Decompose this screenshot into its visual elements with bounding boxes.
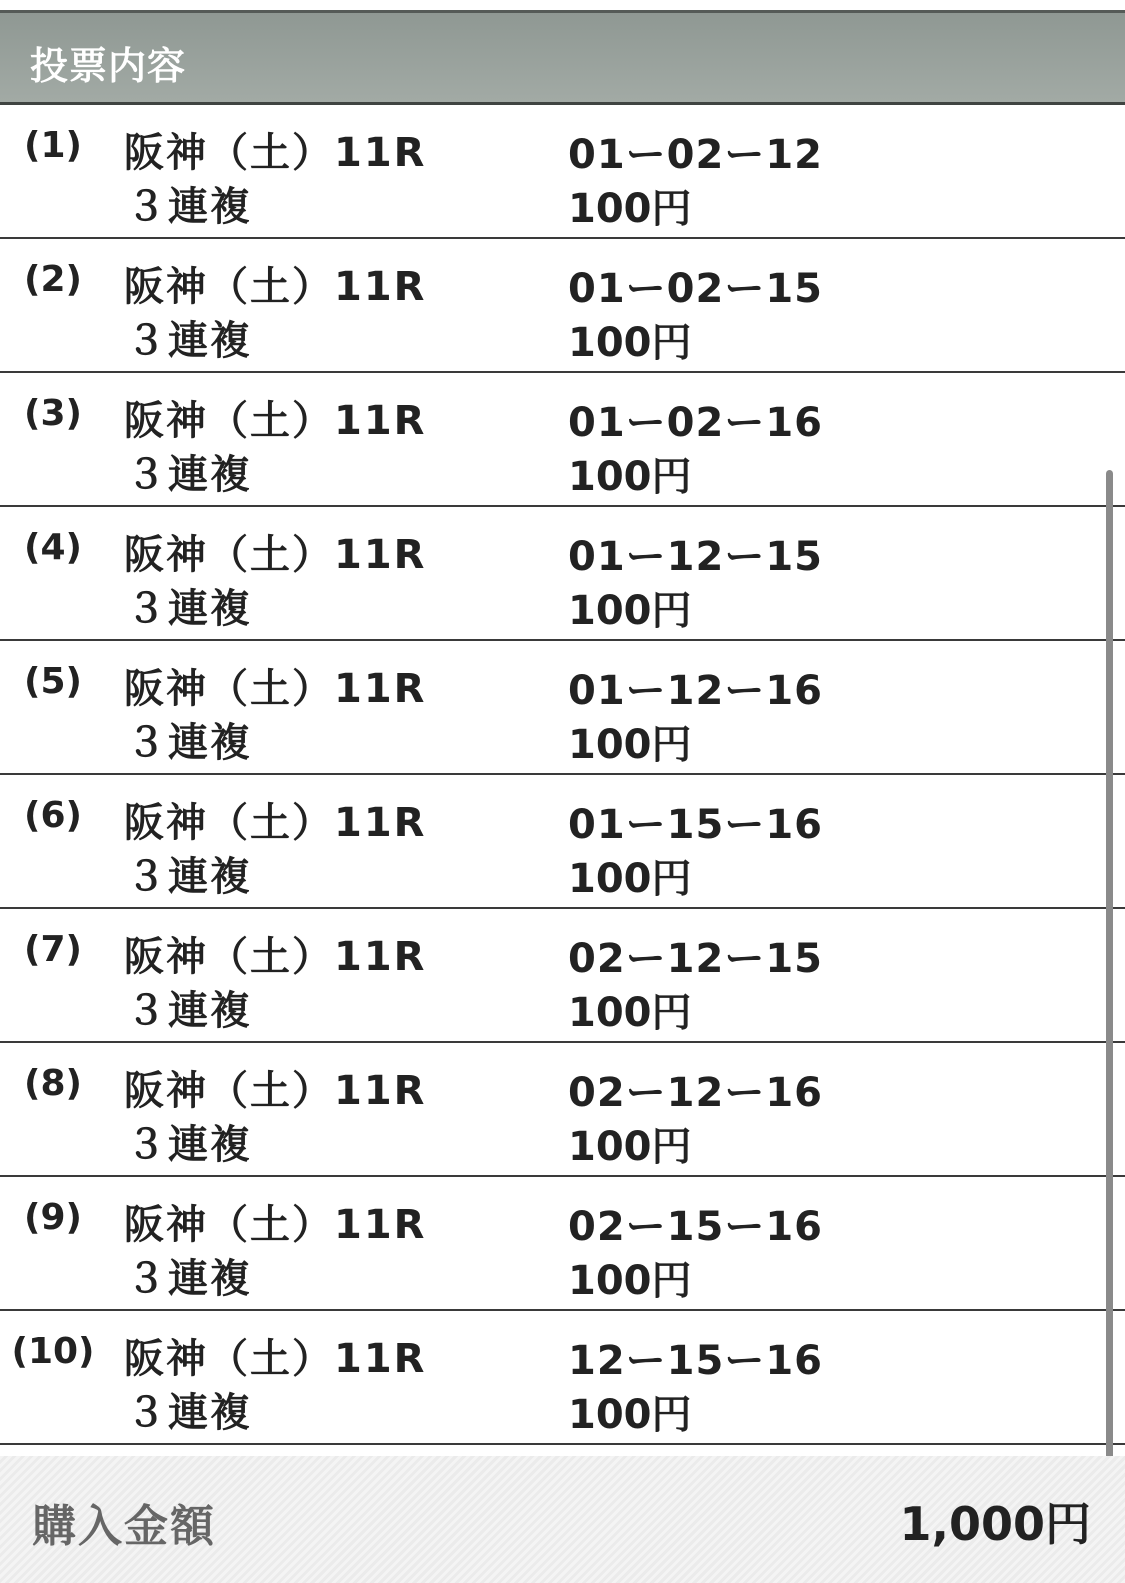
- bet-row: [0, 775, 1125, 909]
- bet-type: ３連複: [126, 586, 252, 632]
- bet-amount: 100円: [568, 588, 692, 634]
- section-header: [0, 13, 1125, 105]
- bet-list: [0, 105, 1125, 1445]
- bet-type: ３連複: [126, 452, 252, 498]
- bet-combination: 01ー12ー16: [568, 668, 823, 714]
- bet-amount: 100円: [568, 454, 692, 500]
- bet-amount: 100円: [568, 320, 692, 366]
- bet-row: [0, 909, 1125, 1043]
- bet-number: (7): [24, 929, 82, 970]
- bet-type: ３連複: [126, 184, 252, 230]
- bet-race: 阪神（土）11R: [124, 800, 427, 846]
- bet-race: 阪神（土）11R: [124, 264, 427, 310]
- bet-amount: 100円: [568, 990, 692, 1036]
- bet-combination: 02ー12ー16: [568, 1070, 823, 1116]
- bet-race: 阪神（土）11R: [124, 130, 427, 176]
- bet-combination: 02ー15ー16: [568, 1204, 823, 1250]
- bet-row: [0, 1311, 1125, 1445]
- bet-number: (5): [24, 661, 82, 702]
- bet-type: ３連複: [126, 720, 252, 766]
- bet-row: [0, 1177, 1125, 1311]
- purchase-total-value: 1,000円: [899, 1497, 1091, 1551]
- bet-number: (6): [24, 795, 82, 836]
- bet-number: (8): [24, 1063, 82, 1104]
- bet-race: 阪神（土）11R: [124, 1068, 427, 1114]
- bet-combination: 01ー12ー15: [568, 534, 823, 580]
- bet-amount: 100円: [568, 186, 692, 232]
- bet-combination: 01ー02ー16: [568, 400, 823, 446]
- bet-row: [0, 373, 1125, 507]
- bet-type: ３連複: [126, 1256, 252, 1302]
- bet-race: 阪神（土）11R: [124, 666, 427, 712]
- bet-row: [0, 1043, 1125, 1177]
- bet-row: [0, 641, 1125, 775]
- bet-combination: 01ー02ー15: [568, 266, 823, 312]
- bet-row: [0, 105, 1125, 239]
- scrollbar[interactable]: [1106, 470, 1113, 1580]
- bet-number: (4): [24, 527, 82, 568]
- bet-race: 阪神（土）11R: [124, 532, 427, 578]
- section-title: 投票内容: [30, 44, 187, 88]
- bet-amount: 100円: [568, 1392, 692, 1438]
- bet-number: (3): [24, 393, 82, 434]
- bet-amount: 100円: [568, 722, 692, 768]
- bet-number: (10): [11, 1331, 95, 1372]
- bet-number: (9): [24, 1197, 82, 1238]
- bet-type: ３連複: [126, 1122, 252, 1168]
- bet-row: [0, 239, 1125, 373]
- bet-race: 阪神（土）11R: [124, 398, 427, 444]
- bet-amount: 100円: [568, 856, 692, 902]
- bet-combination: 02ー12ー15: [568, 936, 823, 982]
- bet-race: 阪神（土）11R: [124, 1336, 427, 1382]
- bet-amount: 100円: [568, 1258, 692, 1304]
- bet-row: [0, 507, 1125, 641]
- bet-type: ３連複: [126, 988, 252, 1034]
- bet-combination: 01ー02ー12: [568, 132, 823, 178]
- bet-type: ３連複: [126, 854, 252, 900]
- purchase-total-label: 購入金額: [32, 1501, 216, 1552]
- bet-number: (2): [24, 259, 82, 300]
- bet-amount: 100円: [568, 1124, 692, 1170]
- bet-combination: 01ー15ー16: [568, 802, 823, 848]
- purchase-total-bar: [0, 1456, 1125, 1583]
- bet-type: ３連複: [126, 1390, 252, 1436]
- bet-combination: 12ー15ー16: [568, 1338, 823, 1384]
- bet-race: 阪神（土）11R: [124, 934, 427, 980]
- bet-number: (1): [24, 125, 82, 166]
- bet-type: ３連複: [126, 318, 252, 364]
- bet-race: 阪神（土）11R: [124, 1202, 427, 1248]
